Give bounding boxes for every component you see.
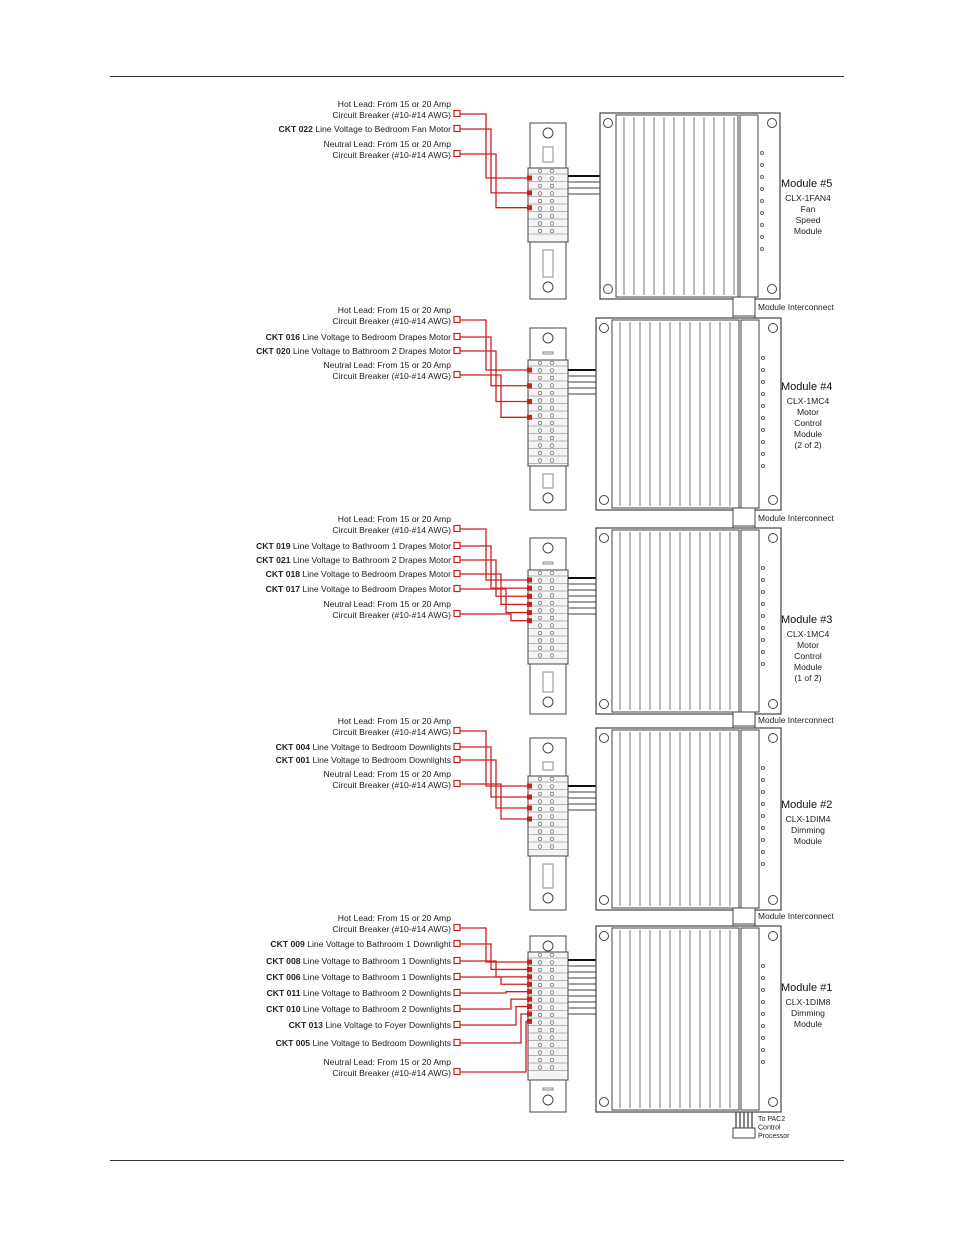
circuit-desc: Line Voltage to Bathroom 1 Downlights: [302, 956, 451, 966]
lead-terminal-box: [454, 728, 460, 734]
circuit-label: [266, 584, 451, 594]
lead-terminal-box: [454, 557, 460, 563]
neutral-lead: [323, 360, 532, 420]
lead-wire: [460, 1014, 532, 1043]
lead-label-line: Hot Lead: From 15 or 20 Amp: [337, 99, 451, 109]
circuit-desc: Line Voltage to Bedroom Drapes Motor: [302, 584, 451, 594]
module-title: Module #5: [781, 178, 833, 190]
circuit-id: CKT 016: [265, 332, 303, 342]
lead-terminal-box: [454, 586, 460, 592]
lead-terminal-box: [454, 126, 460, 132]
lead-label-line: Neutral Lead: From 15 or 20 Amp: [323, 139, 451, 149]
module-group-1: [279, 99, 835, 330]
pac2-label: Processor: [758, 1133, 790, 1140]
lead-wire: [460, 560, 532, 596]
circuit-label: [256, 346, 451, 356]
wire-terminal-mark: [527, 205, 532, 210]
wire-terminal-mark: [527, 967, 532, 972]
circuit-label: [289, 1020, 451, 1030]
module-subtitle: Dimming: [791, 825, 825, 835]
lead-label-line: Neutral Lead: From 15 or 20 Amp: [323, 769, 451, 779]
lead-terminal-box: [454, 757, 460, 763]
lead-terminal-box: [454, 348, 460, 354]
circuit-id: CKT 021: [256, 555, 293, 565]
lead-label-line: Hot Lead: From 15 or 20 Amp: [337, 305, 451, 315]
wire-terminal-mark: [527, 817, 532, 822]
wire-terminal-mark: [527, 1011, 532, 1016]
wire-terminal-mark: [527, 1004, 532, 1009]
lead-wire: [460, 992, 532, 993]
circuit-desc: Line Voltage to Bedroom Downlights: [312, 755, 451, 765]
module-subtitle: CLX-1DIM4: [785, 814, 831, 824]
lead-wire: [460, 928, 532, 962]
wire-terminal-mark: [527, 806, 532, 811]
circuit-label: [266, 956, 451, 966]
module-subtitle: CLX-1DIM8: [785, 997, 831, 1007]
circuit-id: CKT 009: [270, 939, 308, 949]
lead-label-line: Circuit Breaker (#10-#14 AWG): [332, 110, 451, 120]
circuit-id: CKT 005: [275, 1038, 313, 1048]
circuit-label: [276, 755, 451, 765]
module-group-3: [256, 514, 834, 740]
lead-terminal-box: [454, 111, 460, 117]
wire-terminal-mark: [527, 368, 532, 373]
lead-terminal-box: [454, 526, 460, 532]
lead-label-line: Hot Lead: From 15 or 20 Amp: [337, 716, 451, 726]
circuit-label: [266, 1004, 451, 1014]
lead-label-line: Circuit Breaker (#10-#14 AWG): [332, 525, 451, 535]
lead-terminal-box: [454, 611, 460, 617]
module-subtitle: Control: [794, 651, 822, 661]
module-subtitle: Module: [793, 662, 823, 672]
circuit-label: [266, 569, 451, 579]
wire-terminal-mark: [527, 982, 532, 987]
wire-terminal-mark: [527, 989, 532, 994]
lead-terminal-box: [454, 1006, 460, 1012]
terminal-block-body: [528, 168, 568, 242]
module-subtitle: Motor: [797, 640, 819, 650]
wire-terminal-mark: [527, 383, 532, 388]
pac2-connector: [733, 1128, 755, 1138]
module-interconnect-label: Module Interconnect: [758, 513, 834, 523]
circuit-lead: [266, 997, 532, 1014]
lead-label-line: Hot Lead: From 15 or 20 Amp: [337, 913, 451, 923]
lead-terminal-box: [454, 744, 460, 750]
circuit-desc: Line Voltage to Bedroom Downlights: [312, 742, 451, 752]
module-title: Module #2: [781, 799, 833, 811]
lead-label-line: Circuit Breaker (#10-#14 AWG): [332, 727, 451, 737]
lead-terminal-box: [454, 781, 460, 787]
module-subtitle: CLX-1MC4: [786, 396, 830, 406]
lead-terminal-box: [454, 334, 460, 340]
circuit-label: [256, 541, 451, 551]
module-body: [596, 926, 781, 1112]
module-side-rail: [740, 115, 758, 297]
interconnect-connector: [733, 508, 755, 528]
module-group-4: [276, 716, 835, 938]
lead-label-line: Circuit Breaker (#10-#14 AWG): [332, 924, 451, 934]
terminal-block: [528, 776, 568, 856]
circuit-label: [266, 972, 451, 982]
lead-terminal-box: [454, 1022, 460, 1028]
lead-wire: [460, 999, 532, 1009]
lead-terminal-box: [454, 1040, 460, 1046]
module-subtitle: Motor: [797, 407, 819, 417]
circuit-id: CKT 006: [266, 972, 303, 982]
circuit-desc: Line Voltage to Bathroom 2 Drapes Motor: [292, 555, 451, 565]
wire-terminal-mark: [527, 795, 532, 800]
circuit-desc: Line Voltage to Bathroom 1 Downlight: [307, 939, 451, 949]
lead-terminal-box: [454, 941, 460, 947]
terminal-block: [528, 570, 568, 664]
lead-label-line: Hot Lead: From 15 or 20 Amp: [337, 514, 451, 524]
module-subtitle: Module: [793, 226, 823, 236]
circuit-label: [279, 124, 452, 134]
module-subtitle: Module: [793, 1019, 823, 1029]
terminal-block-body: [528, 776, 568, 856]
wire-terminal-mark: [527, 176, 532, 181]
circuit-desc: Line Voltage to Foyer Downlights: [325, 1020, 451, 1030]
module-title: Module #1: [781, 982, 833, 994]
module-subtitle: Fan: [800, 204, 816, 214]
module-subtitle: Module: [793, 429, 823, 439]
circuit-id: CKT 001: [275, 755, 313, 765]
pac2-label: To PAC2: [758, 1116, 786, 1123]
lead-label-line: Circuit Breaker (#10-#14 AWG): [332, 316, 451, 326]
circuit-desc: Line Voltage to Bedroom Downlights: [312, 1038, 451, 1048]
circuit-id: CKT 017: [265, 584, 303, 594]
lead-wire: [460, 977, 532, 984]
module-side-rail: [741, 730, 759, 908]
module-subtitle: Control: [794, 418, 822, 428]
circuit-label: [276, 1038, 451, 1048]
circuit-desc: Line Voltage to Bedroom Drapes Motor: [302, 332, 451, 342]
circuit-desc: Line Voltage to Bathroom 2 Downlights: [302, 1004, 451, 1014]
module-body: [596, 728, 781, 910]
module-title: Module #3: [781, 614, 833, 626]
module-subtitle: CLX-1MC4: [786, 629, 830, 639]
wire-terminal-mark: [527, 997, 532, 1002]
lead-label-line: Circuit Breaker (#10-#14 AWG): [332, 780, 451, 790]
lead-wire: [460, 154, 532, 208]
lead-terminal-box: [454, 1069, 460, 1075]
circuit-label: [266, 332, 451, 342]
circuit-id: CKT 020: [256, 346, 293, 356]
circuit-desc: Line Voltage to Bathroom 2 Downlights: [302, 988, 451, 998]
module-subtitle: Module: [793, 836, 823, 846]
circuit-label: [276, 742, 451, 752]
lead-terminal-box: [454, 151, 460, 157]
wire-terminal-mark: [527, 399, 532, 404]
lead-terminal-box: [454, 958, 460, 964]
lead-terminal-box: [454, 974, 460, 980]
lead-terminal-box: [454, 317, 460, 323]
module-body: [596, 528, 781, 714]
wire-terminal-mark: [527, 578, 532, 583]
wire-terminal-mark: [527, 190, 532, 195]
module-title: Module #4: [781, 381, 833, 393]
module-side-rail: [741, 530, 759, 712]
circuit-desc: Line Voltage to Bathroom 1 Downlights: [302, 972, 451, 982]
module-group-2: [256, 305, 834, 540]
lead-label-line: Neutral Lead: From 15 or 20 Amp: [323, 599, 451, 609]
neutral-lead: [323, 769, 532, 822]
module-subtitle: Dimming: [791, 1008, 825, 1018]
circuit-id: CKT 008: [266, 956, 303, 966]
circuit-id: CKT 019: [256, 541, 293, 551]
module-body: [600, 113, 780, 299]
module-subtitle: (1 of 2): [794, 673, 822, 683]
circuit-lead: [266, 972, 532, 987]
lead-label-line: Neutral Lead: From 15 or 20 Amp: [323, 1057, 451, 1067]
circuit-label: [256, 555, 451, 565]
terminal-block: [528, 360, 568, 466]
wire-terminal-mark: [527, 1019, 532, 1024]
module-side-rail: [741, 928, 759, 1110]
circuit-lead: [267, 988, 532, 998]
interconnect-connector: [733, 297, 755, 317]
wire-terminal-mark: [527, 415, 532, 420]
lead-wire: [460, 351, 532, 402]
wire-terminal-mark: [527, 610, 532, 615]
circuit-id: CKT 004: [275, 742, 313, 752]
wire-terminal-mark: [527, 602, 532, 607]
terminal-block-body: [528, 952, 568, 1080]
module-group-5: [266, 913, 832, 1112]
lead-terminal-box: [454, 925, 460, 931]
pac2-label: Control: [758, 1124, 781, 1132]
circuit-id: CKT 022: [278, 124, 316, 134]
terminal-block: [528, 168, 568, 242]
circuit-label: [267, 988, 451, 998]
lead-terminal-box: [454, 990, 460, 996]
circuit-id: CKT 018: [265, 569, 303, 579]
lead-label-line: Circuit Breaker (#10-#14 AWG): [332, 371, 451, 381]
neutral-lead: [323, 139, 532, 210]
pac2-connection: [733, 1112, 790, 1140]
lead-label-line: Circuit Breaker (#10-#14 AWG): [332, 1068, 451, 1078]
module-body: [596, 318, 781, 510]
lead-terminal-box: [454, 543, 460, 549]
wire-terminal-mark: [527, 594, 532, 599]
module-subtitle: (2 of 2): [794, 440, 822, 450]
lead-label-line: Circuit Breaker (#10-#14 AWG): [332, 610, 451, 620]
lead-label-line: Neutral Lead: From 15 or 20 Amp: [323, 360, 451, 370]
terminal-block-body: [528, 570, 568, 664]
wire-terminal-mark: [527, 586, 532, 591]
module-interconnect-label: Module Interconnect: [758, 911, 834, 921]
terminal-block: [528, 952, 568, 1080]
lead-label-line: Circuit Breaker (#10-#14 AWG): [332, 150, 451, 160]
lead-terminal-box: [454, 571, 460, 577]
module-interconnect-label: Module Interconnect: [758, 715, 834, 725]
wire-terminal-mark: [527, 960, 532, 965]
circuit-id: CKT 013: [288, 1020, 326, 1030]
wire-terminal-mark: [527, 618, 532, 623]
terminal-block-body: [528, 360, 568, 466]
circuit-label: [270, 939, 451, 949]
module-side-rail: [741, 320, 759, 508]
wire-terminal-mark: [527, 974, 532, 979]
circuit-desc: Line Voltage to Bathroom 2 Drapes Motor: [292, 346, 451, 356]
circuit-id: CKT 010: [266, 1004, 303, 1014]
module-subtitle: Speed: [795, 215, 821, 225]
module-subtitle: CLX-1FAN4: [785, 193, 831, 203]
module-interconnect-label: Module Interconnect: [758, 302, 834, 312]
circuit-desc: Line Voltage to Bathroom 1 Drapes Motor: [292, 541, 451, 551]
lead-terminal-box: [454, 372, 460, 378]
circuit-id: CKT 011: [266, 988, 303, 998]
circuit-desc: Line Voltage to Bedroom Fan Motor: [315, 124, 451, 134]
wire-terminal-mark: [527, 784, 532, 789]
circuit-desc: Line Voltage to Bedroom Drapes Motor: [302, 569, 451, 579]
lead-wire: [460, 614, 532, 621]
